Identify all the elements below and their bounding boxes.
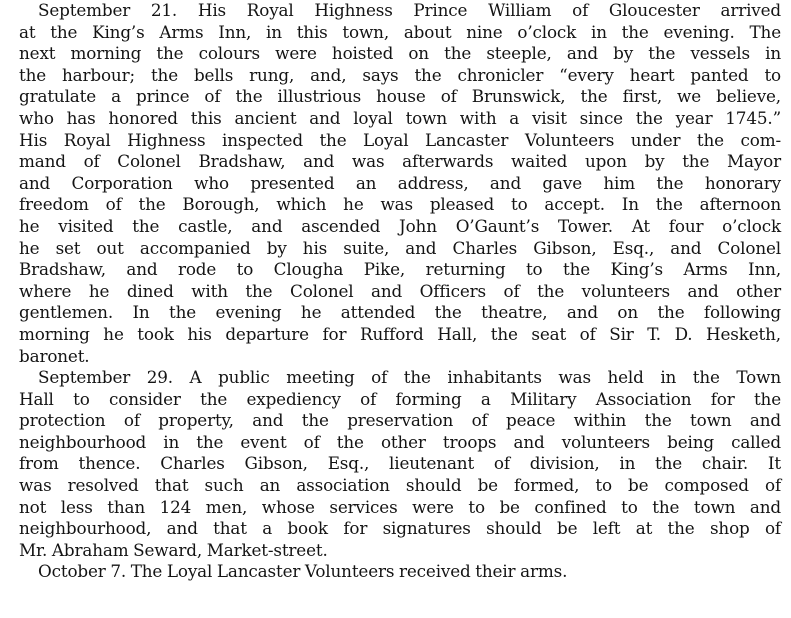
text-line: who has honored this ancient and loyal town with a visit since the year 1745.” [19, 107, 781, 128]
text-line: gentlemen. In the evening he attended the theatre, and on the following [19, 302, 781, 323]
text-line: neighbourhood, and that a book for signatures should be left at the shop of [19, 518, 781, 539]
text-line: His Royal Highness inspected the Loyal Lancaster Volunteers under the com- [19, 129, 781, 150]
text-line: October 7. The Loyal Lancaster Volunteers received their arms. [38, 561, 568, 582]
text-line: freedom of the Borough, which he was pleased to accept. In the afternoon [19, 194, 781, 215]
text-line: Hall to consider the expediency of forming a Military Association for the [19, 388, 781, 409]
text-line: where he dined with the Colonel and Officers of the volunteers and other [19, 280, 781, 301]
text-line: baronet. [19, 345, 90, 366]
text-line: morning he took his departure for Rufford Hall, the seat of Sir T. D. Hesketh, [19, 323, 781, 344]
text-line: protection of property, and the preservation of peace within the town and [19, 410, 781, 431]
text-line: he set out accompanied by his suite, and Charles Gibson, Esq., and Colonel [19, 237, 781, 258]
text-line: not less than 124 men, whose services were to be confined to the town and [19, 496, 781, 517]
text-line: at the King’s Arms Inn, in this town, about nine o’clock in the evening. The [19, 21, 781, 42]
text-line: mand of Colonel Bradshaw, and was afterwards waited upon by the Mayor [19, 151, 781, 172]
text-line: neighbourhood in the event of the other troops and volunteers being called [19, 431, 781, 452]
text-line: he visited the castle, and ascended John O’Gaunt’s Tower. At four o’clock [19, 215, 781, 236]
text-line: and Corporation who presented an address, and gave him the honorary [19, 172, 781, 193]
text-line: next morning the colours were hoisted on the steeple, and by the vessels in [19, 43, 781, 64]
text-line: September 29. A public meeting of the inhabitants was held in the Town [38, 367, 781, 388]
text-line: September 21. His Royal Highness Prince William of Gloucester arrived [38, 0, 781, 20]
text-line: Bradshaw, and rode to Clougha Pike, returning to the King’s Arms Inn, [19, 259, 781, 280]
text-line: was resolved that such an association should be formed, to be composed of [19, 475, 781, 496]
text-line: from thence. Charles Gibson, Esq., lieutenant of division, in the chair. It [19, 453, 781, 474]
text-line: the harbour; the bells rung, and, says the chronicler “every heart panted to [19, 64, 781, 85]
text-line: Mr. Abraham Seward, Market-street. [19, 539, 328, 560]
text-line: gratulate a prince of the illustrious house of Brunswick, the first, we believe, [19, 86, 781, 107]
